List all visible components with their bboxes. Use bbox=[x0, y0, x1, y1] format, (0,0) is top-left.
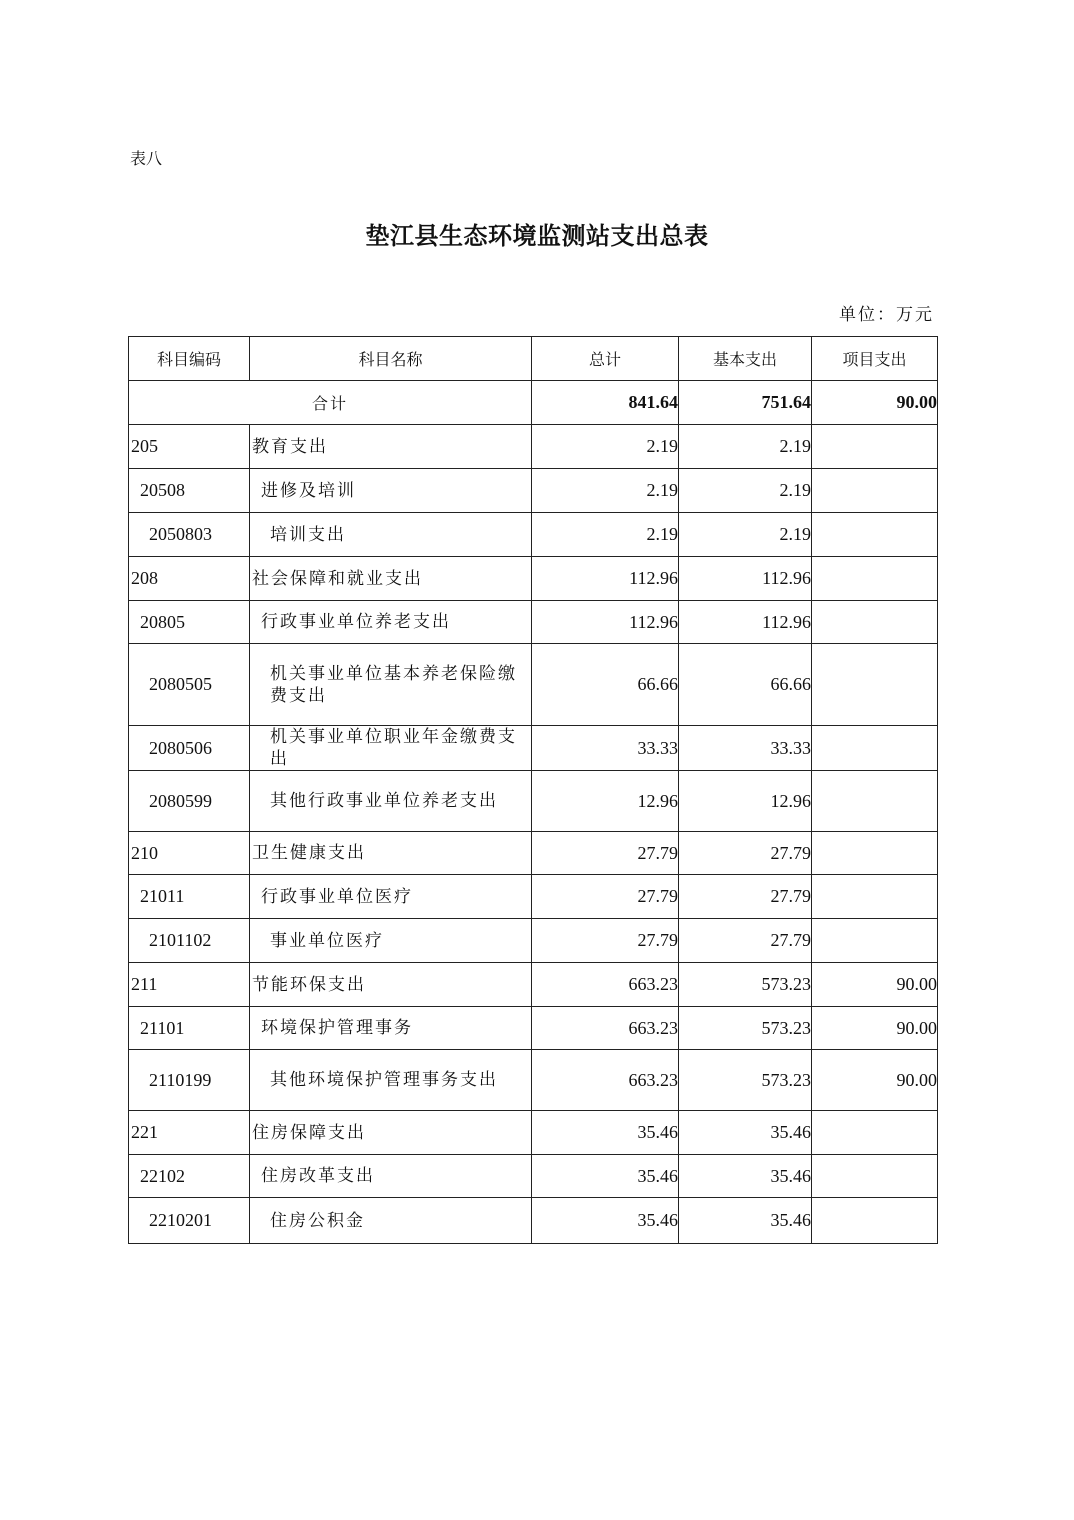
table-row bbox=[129, 1155, 938, 1198]
row-basic: 33.33 bbox=[679, 726, 812, 771]
page-title: 垫江县生态环境监测站支出总表 bbox=[365, 221, 709, 250]
row-basic: 66.66 bbox=[679, 644, 812, 726]
row-total: 66.66 bbox=[532, 644, 679, 726]
row-name: 卫生健康支出 bbox=[250, 832, 532, 875]
row-name: 事业单位医疗 bbox=[250, 919, 532, 963]
row-total: 112.96 bbox=[532, 557, 679, 601]
row-code: 2210201 bbox=[129, 1198, 250, 1244]
row-basic: 2.19 bbox=[679, 469, 812, 513]
row-total: 27.79 bbox=[532, 919, 679, 963]
row-project bbox=[812, 469, 938, 513]
row-code: 2080506 bbox=[129, 726, 250, 771]
row-name: 住房改革支出 bbox=[250, 1155, 532, 1198]
row-name: 其他环境保护管理事务支出 bbox=[250, 1050, 532, 1111]
total-basic: 751.64 bbox=[679, 381, 812, 425]
row-name: 行政事业单位医疗 bbox=[250, 875, 532, 919]
row-basic: 35.46 bbox=[679, 1155, 812, 1198]
table-row bbox=[129, 726, 938, 771]
row-total: 112.96 bbox=[532, 601, 679, 644]
row-project bbox=[812, 771, 938, 832]
row-total: 27.79 bbox=[532, 832, 679, 875]
row-name: 进修及培训 bbox=[250, 469, 532, 513]
row-code: 21101 bbox=[129, 1007, 250, 1050]
row-code: 21011 bbox=[129, 875, 250, 919]
row-total: 2.19 bbox=[532, 469, 679, 513]
expenditure-table bbox=[128, 336, 938, 1244]
table-row bbox=[129, 832, 938, 875]
row-project bbox=[812, 557, 938, 601]
row-code: 20508 bbox=[129, 469, 250, 513]
row-name: 社会保障和就业支出 bbox=[250, 557, 532, 601]
table-row bbox=[129, 771, 938, 832]
row-code: 22102 bbox=[129, 1155, 250, 1198]
row-code: 20805 bbox=[129, 601, 250, 644]
row-code: 2101102 bbox=[129, 919, 250, 963]
row-project bbox=[812, 1155, 938, 1198]
row-project bbox=[812, 1111, 938, 1155]
header-name: 科目名称 bbox=[250, 337, 532, 381]
row-name: 教育支出 bbox=[250, 425, 532, 469]
row-project bbox=[812, 919, 938, 963]
row-code: 211 bbox=[129, 963, 250, 1007]
table-row bbox=[129, 1111, 938, 1155]
row-project bbox=[812, 425, 938, 469]
row-total: 663.23 bbox=[532, 963, 679, 1007]
table-row bbox=[129, 1007, 938, 1050]
row-project bbox=[812, 644, 938, 726]
table-row bbox=[129, 601, 938, 644]
row-name: 节能环保支出 bbox=[250, 963, 532, 1007]
row-code: 221 bbox=[129, 1111, 250, 1155]
header-basic: 基本支出 bbox=[679, 337, 812, 381]
row-project bbox=[812, 1198, 938, 1244]
table-row bbox=[129, 1050, 938, 1111]
row-project: 90.00 bbox=[812, 1050, 938, 1111]
row-basic: 12.96 bbox=[679, 771, 812, 832]
row-basic: 35.46 bbox=[679, 1198, 812, 1244]
table-row bbox=[129, 875, 938, 919]
row-basic: 573.23 bbox=[679, 963, 812, 1007]
row-total: 663.23 bbox=[532, 1007, 679, 1050]
row-total: 2.19 bbox=[532, 513, 679, 557]
table-row bbox=[129, 513, 938, 557]
row-basic: 35.46 bbox=[679, 1111, 812, 1155]
table-row bbox=[129, 644, 938, 726]
row-total: 35.46 bbox=[532, 1198, 679, 1244]
table-row bbox=[129, 469, 938, 513]
row-total: 663.23 bbox=[532, 1050, 679, 1111]
row-code: 208 bbox=[129, 557, 250, 601]
row-basic: 27.79 bbox=[679, 875, 812, 919]
row-project bbox=[812, 513, 938, 557]
row-total: 2.19 bbox=[532, 425, 679, 469]
row-basic: 27.79 bbox=[679, 832, 812, 875]
row-code: 2080599 bbox=[129, 771, 250, 832]
row-total: 12.96 bbox=[532, 771, 679, 832]
row-name: 环境保护管理事务 bbox=[250, 1007, 532, 1050]
table-row bbox=[129, 963, 938, 1007]
header-project: 项目支出 bbox=[812, 337, 938, 381]
row-project bbox=[812, 832, 938, 875]
table-row bbox=[129, 1198, 938, 1244]
row-name: 行政事业单位养老支出 bbox=[250, 601, 532, 644]
row-project: 90.00 bbox=[812, 963, 938, 1007]
row-code: 2050803 bbox=[129, 513, 250, 557]
row-project bbox=[812, 601, 938, 644]
header-code: 科目编码 bbox=[129, 337, 250, 381]
header-total: 总计 bbox=[532, 337, 679, 381]
row-code: 210 bbox=[129, 832, 250, 875]
unit-label: 单位：万元 bbox=[839, 305, 934, 325]
header-row bbox=[129, 337, 938, 381]
table-row bbox=[129, 919, 938, 963]
total-total: 841.64 bbox=[532, 381, 679, 425]
row-basic: 112.96 bbox=[679, 557, 812, 601]
table-row bbox=[129, 557, 938, 601]
row-basic: 27.79 bbox=[679, 919, 812, 963]
row-code: 2110199 bbox=[129, 1050, 250, 1111]
row-basic: 573.23 bbox=[679, 1007, 812, 1050]
row-project: 90.00 bbox=[812, 1007, 938, 1050]
row-total: 35.46 bbox=[532, 1111, 679, 1155]
row-project bbox=[812, 875, 938, 919]
row-total: 27.79 bbox=[532, 875, 679, 919]
row-name: 住房保障支出 bbox=[250, 1111, 532, 1155]
row-basic: 112.96 bbox=[679, 601, 812, 644]
row-name: 其他行政事业单位养老支出 bbox=[250, 771, 532, 832]
row-code: 2080505 bbox=[129, 644, 250, 726]
row-basic: 2.19 bbox=[679, 513, 812, 557]
total-row bbox=[129, 381, 938, 425]
row-name: 机关事业单位职业年金缴费支出 bbox=[250, 726, 532, 771]
row-total: 33.33 bbox=[532, 726, 679, 771]
total-project: 90.00 bbox=[812, 381, 938, 425]
table-number: 表八 bbox=[130, 149, 163, 168]
row-code: 205 bbox=[129, 425, 250, 469]
total-label: 合计 bbox=[129, 381, 532, 425]
row-total: 35.46 bbox=[532, 1155, 679, 1198]
row-basic: 573.23 bbox=[679, 1050, 812, 1111]
row-name: 住房公积金 bbox=[250, 1198, 532, 1244]
row-name: 培训支出 bbox=[250, 513, 532, 557]
row-project bbox=[812, 726, 938, 771]
row-name: 机关事业单位基本养老保险缴费支出 bbox=[250, 644, 532, 726]
table-row bbox=[129, 425, 938, 469]
row-basic: 2.19 bbox=[679, 425, 812, 469]
